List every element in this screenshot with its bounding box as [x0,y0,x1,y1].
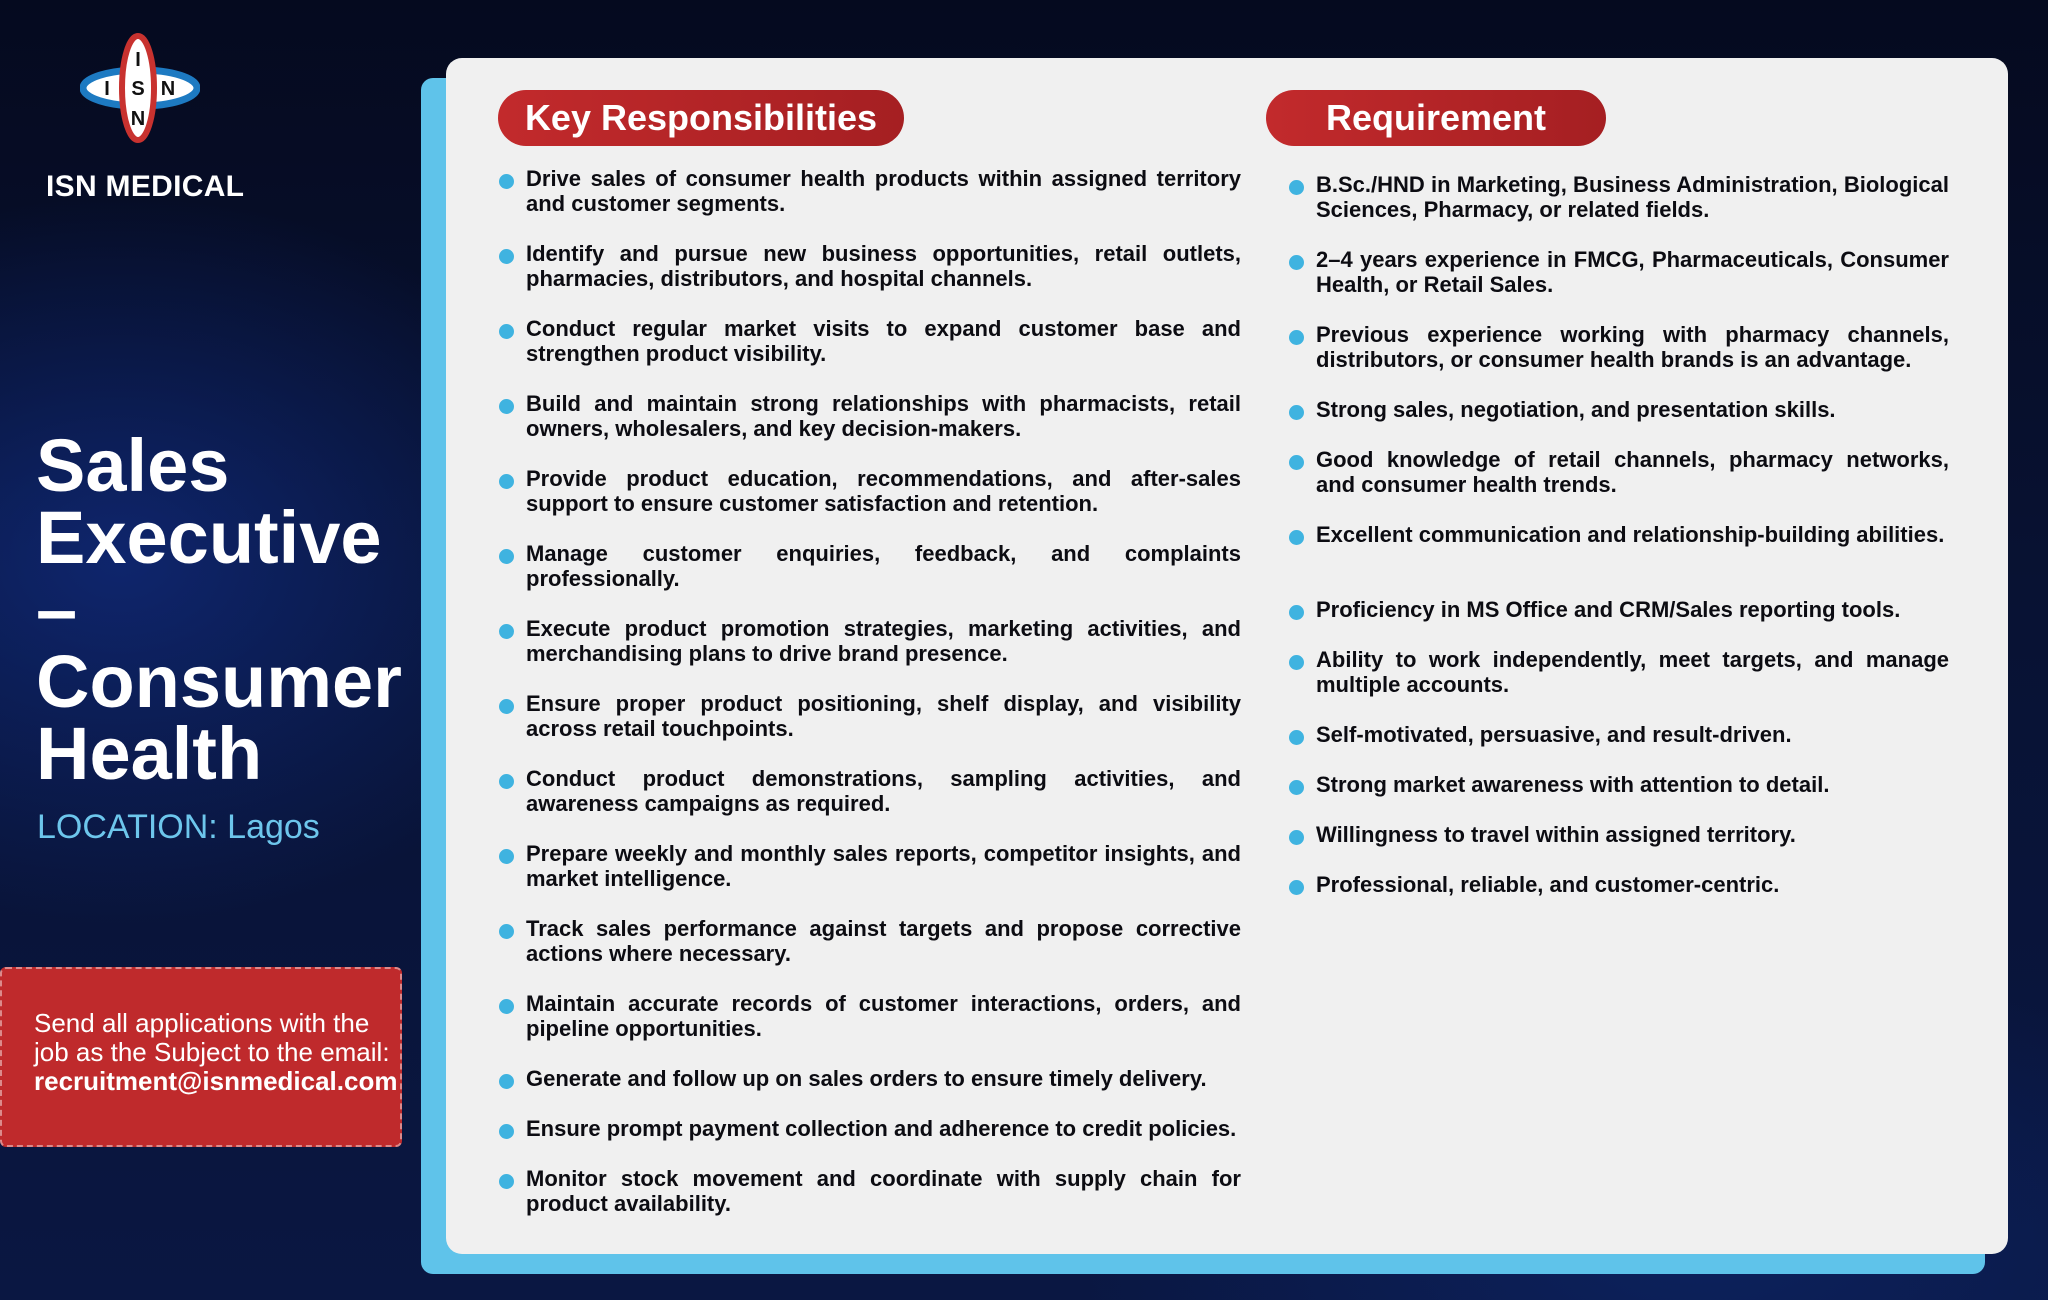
bullet-dot-icon [1289,180,1304,195]
bullet-dot-icon [499,924,514,939]
list-item [499,241,1241,316]
list-item-text: Self-motivated, persuasive, and result-driven. [1316,722,1792,747]
bullet-dot-icon [1289,255,1304,270]
list-item [499,766,1241,841]
bullet-dot-icon [1289,880,1304,895]
list-item [499,616,1241,691]
list-item [1289,172,1949,247]
bullet-dot-icon [1289,455,1304,470]
list-item-text: Monitor stock movement and coordinate with supply chain for product availability. [526,1166,1241,1216]
apply-email-link[interactable]: recruitment@isnmedical.com [34,1066,398,1096]
bullet-dot-icon [1289,730,1304,745]
list-item-text: Identify and pursue new business opportunities, retail outlets, pharmacies, distributors, and hospital channels. [526,241,1241,291]
apply-instructions-box [0,967,402,1147]
list-item [499,391,1241,466]
list-item [1289,872,1949,922]
list-item-text: Track sales performance against targets and propose corrective actions where necessary. [526,916,1241,966]
bullet-dot-icon [499,849,514,864]
list-item [499,1166,1241,1241]
list-item [1289,597,1949,647]
bullet-dot-icon [499,624,514,639]
logo-letter-center: S [131,78,145,100]
list-item-text: Conduct product demonstrations, sampling activities, and awareness campaigns as required. [526,766,1241,816]
logo-letter-right: N [160,78,176,100]
bullet-dot-icon [1289,830,1304,845]
list-item-text: Build and maintain strong relationships with pharmacists, retail owners, wholesalers, and key decision-makers. [526,391,1241,441]
bullet-dot-icon [499,1174,514,1189]
list-item-text: Manage customer enquiries, feedback, and complaints professionally. [526,541,1241,591]
list-item-text: Good knowledge of retail channels, pharmacy networks, and consumer health trends. [1316,447,1949,497]
list-item-text: B.Sc./HND in Marketing, Business Administration, Biological Sciences, Pharmacy, or related fields. [1316,172,1949,222]
list-item-text: Provide product education, recommendations, and after-sales support to ensure customer satisfaction and retention. [526,466,1241,516]
bullet-dot-icon [1289,605,1304,620]
logo-letter-left: I [104,78,110,100]
isn-logo [80,32,200,144]
apply-instructions-text: Send all applications with the job as the Subject to the email: [34,1008,390,1067]
list-item-text: Proficiency in MS Office and CRM/Sales reporting tools. [1316,597,1901,622]
list-item-text: Prepare weekly and monthly sales reports, competitor insights, and market intelligence. [526,841,1241,891]
bullet-dot-icon [499,699,514,714]
list-item [1289,772,1949,822]
list-item-text: 2–4 years experience in FMCG, Pharmaceuticals, Consumer Health, or Retail Sales. [1316,247,1949,297]
list-item [499,1066,1241,1116]
list-item-text: Strong sales, negotiation, and presentation skills. [1316,397,1836,422]
list-item-text: Maintain accurate records of customer interactions, orders, and pipeline opportunities. [526,991,1241,1041]
requirements-list [1289,172,1949,922]
list-item [499,916,1241,991]
bullet-dot-icon [499,249,514,264]
list-item-text: Generate and follow up on sales orders to ensure timely delivery. [526,1066,1207,1091]
list-item [499,466,1241,541]
list-item [499,991,1241,1066]
bullet-dot-icon [499,774,514,789]
bullet-dot-icon [499,999,514,1014]
bullet-dot-icon [1289,530,1304,545]
bullet-dot-icon [499,174,514,189]
list-item [499,841,1241,916]
list-item [1289,247,1949,322]
list-item [1289,822,1949,872]
bullet-dot-icon [1289,780,1304,795]
job-title: Sales Executive – Consumer Health [36,424,402,795]
bullet-dot-icon [499,1124,514,1139]
list-item [1289,647,1949,722]
list-item [1289,397,1949,447]
list-item-text: Professional, reliable, and customer-centric. [1316,872,1780,897]
list-item-text: Conduct regular market visits to expand customer base and strengthen product visibility. [526,316,1241,366]
list-item [499,316,1241,391]
list-item [499,1116,1241,1166]
list-item-text: Ensure prompt payment collection and adherence to credit policies. [526,1116,1237,1141]
bullet-dot-icon [1289,405,1304,420]
list-item-text: Ability to work independently, meet targets, and manage multiple accounts. [1316,647,1949,697]
responsibilities-heading: Key Responsibilities [498,90,904,146]
bullet-dot-icon [499,399,514,414]
bullet-dot-icon [499,1074,514,1089]
job-location: LOCATION: Lagos [37,808,320,846]
bullet-dot-icon [1289,655,1304,670]
list-item [1289,522,1949,597]
list-item-text: Drive sales of consumer health products within assigned territory and customer segments. [526,166,1241,216]
logo-letter-top: I [135,49,141,71]
requirements-heading: Requirement [1266,90,1606,146]
bullet-dot-icon [499,474,514,489]
bullet-dot-icon [1289,330,1304,345]
list-item-text: Strong market awareness with attention to detail. [1316,772,1830,797]
list-item-text: Previous experience working with pharmacy channels, distributors, or consumer health brands is an advantage. [1316,322,1949,372]
list-item-text: Execute product promotion strategies, marketing activities, and merchandising plans to drive brand presence. [526,616,1241,666]
logo-letter-bottom: N [130,108,146,130]
list-item [1289,722,1949,772]
bullet-dot-icon [499,324,514,339]
list-item [1289,447,1949,522]
list-item [1289,322,1949,397]
list-item [499,541,1241,616]
list-item-text: Ensure proper product positioning, shelf display, and visibility across retail touchpoints. [526,691,1241,741]
list-item [499,691,1241,766]
list-item-text: Excellent communication and relationship-building abilities. [1316,522,1945,547]
list-item-text: Willingness to travel within assigned territory. [1316,822,1796,847]
bullet-dot-icon [499,549,514,564]
list-item [499,166,1241,241]
responsibilities-list [499,166,1241,1241]
brand-name: ISN MEDICAL [46,170,245,203]
